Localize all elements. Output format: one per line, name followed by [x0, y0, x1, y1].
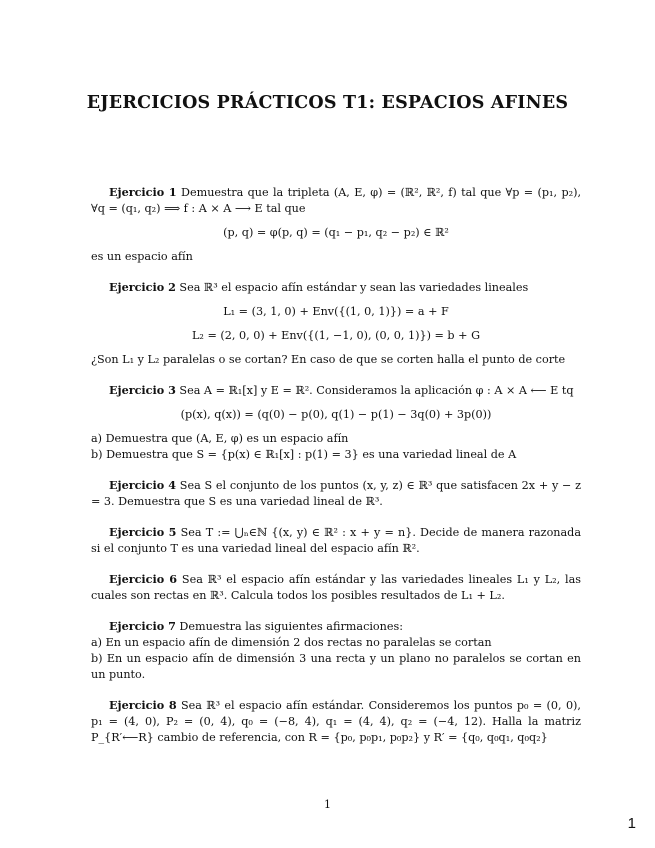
exercise-4-text: Sea S el conjunto de los puntos (x, y, z) ∈ ℝ³ que satisfacen 2x + y − z = 3. Demuestra que S es una variedad lineal de ℝ³. — [91, 479, 582, 508]
exercise-6-label: Ejercicio 6 — [109, 572, 178, 586]
exercise-7-item-a: a) En un espacio afín de dimensión 2 dos rectas no paralelas se cortan — [91, 636, 492, 649]
exercise-7-item-b: b) En un espacio afín de dimensión 3 una recta y un plano no paralelos se cortan en un punto. — [91, 652, 581, 681]
exercise-1-equation: (p, q) = φ(p, q) = (q₁ − p₁, q₂ − p₂) ∈ ℝ² — [223, 226, 449, 239]
exercise-5-statement — [91, 524, 581, 557]
exercise-4-label: Ejercicio 4 — [109, 478, 177, 492]
exercise-list — [91, 184, 581, 746]
exercise-2-statement — [91, 279, 581, 296]
exercise-1-statement — [91, 184, 581, 217]
exercise-7-statement — [91, 618, 581, 635]
exercise-6 — [91, 571, 581, 604]
exercise-5-text: Sea T := ⋃ₙ∈ℕ {(x, y) ∈ ℝ² : x + y = n}. Decide de manera razonada si el conjunto T es una variedad lineal del espacio afín ℝ². — [91, 526, 582, 555]
exercise-3-text: Sea A = ℝ₁[x] y E = ℝ². Consideramos la aplicación φ : A × A ⟵ E tq — [179, 384, 574, 397]
exercise-4 — [91, 477, 581, 510]
exercise-2-equation-l2: L₂ = (2, 0, 0) + Env({(1, −1, 0), (0, 0, 1)}) = b + G — [191, 329, 481, 342]
exercise-7-text: Demuestra las siguientes afirmaciones: — [179, 620, 403, 633]
exercise-6-statement — [91, 571, 581, 604]
exercise-5 — [91, 524, 581, 557]
exercise-7-label: Ejercicio 7 — [109, 619, 176, 633]
exercise-5-label: Ejercicio 5 — [109, 525, 177, 539]
exercise-1 — [91, 184, 581, 265]
exercise-3 — [91, 382, 581, 463]
exercise-1-text: Demuestra que la tripleta (A, E, φ) = (ℝ², ℝ², f) tal que ∀p = (p₁, p₂), ∀q = (q₁, q₂) ⟹ f : A × A ⟶ E tal que — [91, 186, 582, 215]
exercise-2-text: Sea ℝ³ el espacio afín estándar y sean las variedades lineales — [179, 281, 529, 294]
exercise-2-question: ¿Son L₁ y L₂ paralelas o se cortan? En caso de que se corten halla el punto de corte — [91, 353, 566, 366]
page-title: EJERCICIOS PRÁCTICOS T1: ESPACIOS AFINES — [86, 93, 569, 113]
exercise-8-label: Ejercicio 8 — [109, 698, 177, 712]
exercise-8 — [91, 697, 581, 746]
exercise-8-statement — [91, 697, 581, 746]
exercise-8-text: Sea ℝ³ el espacio afín estándar. Consideremos los puntos p₀ = (0, 0), p₁ = (4, 0), P₂ = (0, 4), q₀ = (−8, 4), q₁ = (4, 4), q₂ = (−4, 12). Halla la matriz P_{R′⟵R} cambio de referencia, con R = {p₀, p₀p₁, p₀p₂} y R′ = {q₀, q₀q₁, q₀q₂} — [91, 699, 581, 744]
exercise-3-label: Ejercicio 3 — [109, 383, 176, 397]
exercise-1-conclusion: es un espacio afín — [91, 250, 193, 263]
exercise-6-text: Sea ℝ³ el espacio afín estándar y las variedades lineales L₁ y L₂, las cuales son rectas en ℝ³. Calcula todos los posibles resultados de L₁ + L₂. — [91, 573, 582, 602]
exercise-4-statement — [91, 477, 581, 510]
exercise-3-equation: (p(x), q(x)) = (q(0) − p(0), q(1) − p(1) − 3q(0) + 3p(0)) — [180, 408, 492, 421]
exercise-3-item-a: a) Demuestra que (A, E, φ) es un espacio afín — [91, 432, 349, 445]
exercise-3-statement — [91, 382, 581, 399]
exercise-1-label: Ejercicio 1 — [109, 185, 177, 199]
viewer-page-indicator: 1 — [627, 815, 636, 832]
exercise-2 — [91, 279, 581, 368]
exercise-3-item-b: b) Demuestra que S = {p(x) ∈ ℝ₁[x] : p(1) = 3} es una variedad lineal de A — [91, 448, 517, 461]
page-number: 1 — [324, 798, 331, 811]
exercise-7 — [91, 618, 581, 683]
exercise-2-equation-l1: L₁ = (3, 1, 0) + Env({(1, 0, 1)}) = a + F — [223, 305, 449, 318]
exercise-2-label: Ejercicio 2 — [109, 280, 176, 294]
